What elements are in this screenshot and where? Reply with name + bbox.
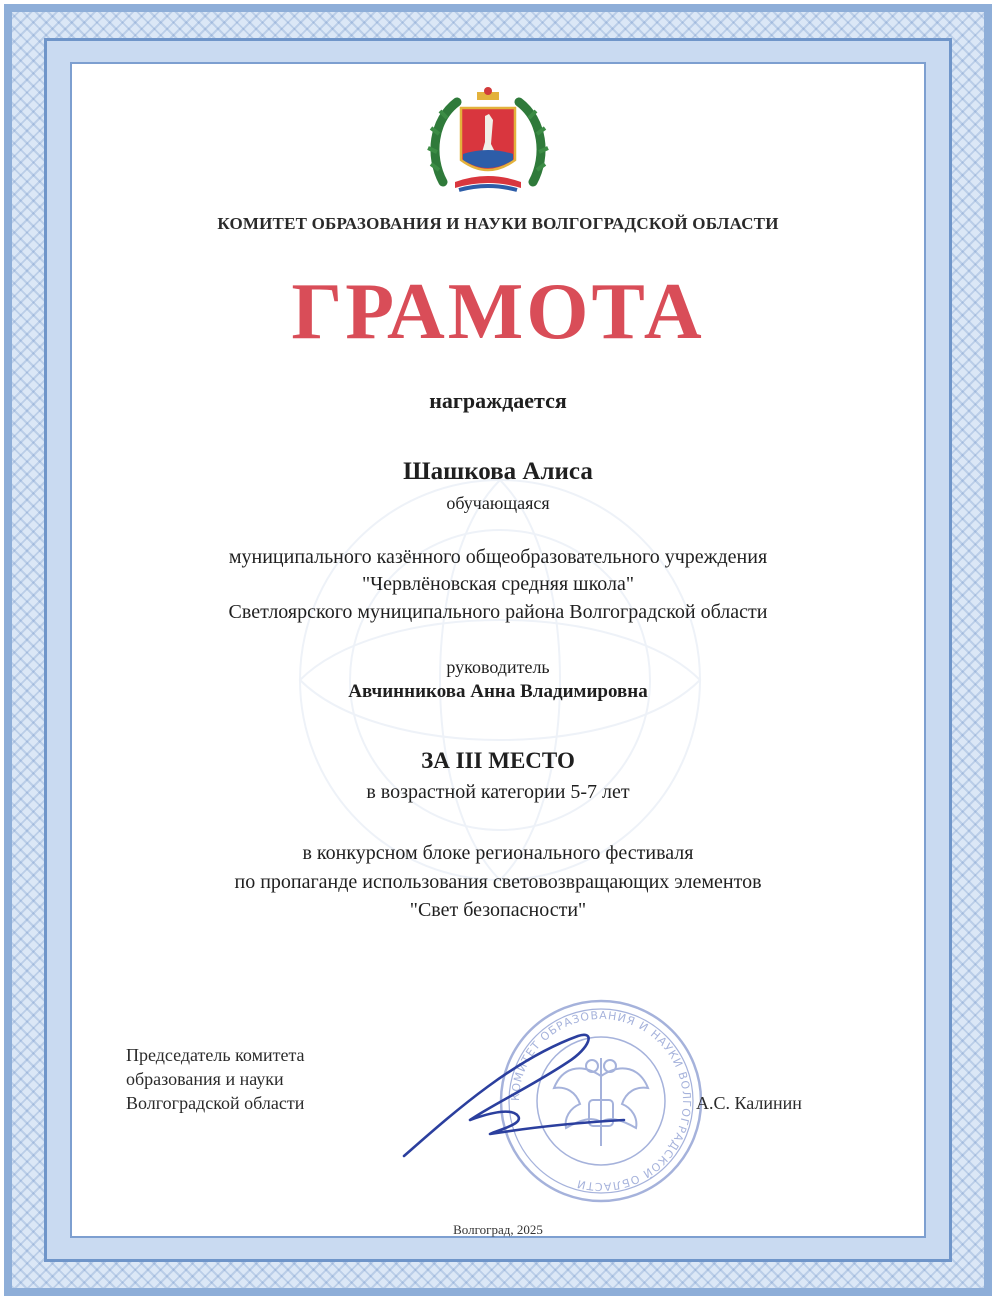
awarded-label: награждается [429, 388, 567, 413]
signatory-position-line: Председатель комитета [126, 1045, 305, 1065]
supervisor-name: Авчинникова Анна Владимировна [348, 681, 648, 702]
signatory-name: А.С. Калинин [696, 1093, 802, 1113]
svg-text:КОМИТЕТ ОБРАЗОВАНИЯ И НАУКИ ВО: КОМИТЕТ ОБРАЗОВАНИЯ И НАУКИ ВОЛГОГРАДСКОЙ ОБЛАСТИ [508, 1008, 694, 1194]
place-and-year: Волгоград, 2025 [453, 1222, 543, 1237]
signatory-position [126, 1043, 305, 1115]
certificate-title: ГРАМОТА [291, 268, 705, 356]
supervisor-label: руководитель [446, 657, 550, 677]
award-place: ЗА III МЕСТО [421, 748, 575, 773]
institution-line: "Червлёновская средняя школа" [361, 573, 635, 595]
institution-line: Светлоярского муниципального района Волгоградской области [228, 601, 768, 623]
committee-heading: КОМИТЕТ ОБРАЗОВАНИЯ И НАУКИ ВОЛГОГРАДСКОЙ ОБЛАСТИ [217, 214, 779, 233]
recipient-status: обучающаяся [446, 493, 550, 513]
signatory-position-line: образования и науки [126, 1069, 284, 1089]
institution-line: муниципального казённого общеобразовательного учреждения [228, 546, 768, 568]
age-category: в возрастной категории 5-7 лет [366, 781, 630, 803]
festival-line: по пропаганде использования световозвращающих элементов [234, 871, 762, 893]
handwritten-signature [392, 1022, 632, 1162]
coat-of-arms-icon [425, 86, 551, 202]
signatory-position-line: Волгоградской области [126, 1093, 305, 1113]
recipient-name: Шашкова Алиса [403, 458, 593, 485]
festival-line: в конкурсном блоке регионального фестиваля [302, 842, 694, 864]
festival-line: "Свет безопасности" [409, 899, 587, 921]
